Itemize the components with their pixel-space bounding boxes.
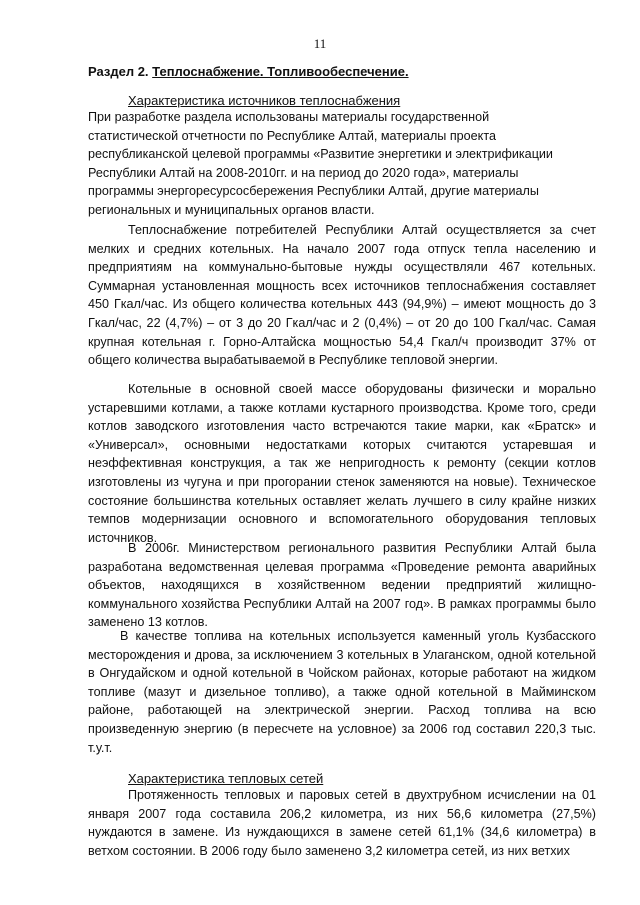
- intro-line: При разработке раздела использованы материалы государственной: [88, 110, 490, 124]
- subheading-heat-networks: Характеристика тепловых сетей: [128, 771, 324, 786]
- paragraph-program-2006: В 2006г. Министерством регионального развития Республики Алтай была разработана ведомственная целевая программа «Проведение ремонта аварийных объектов, находящихся в хозяйственном ведении предприятий жилищно-коммунального хозяйства Республики Алтай на 2007 год». В рамках программы было заменено 13 котлов.: [88, 541, 596, 630]
- intro-line: республиканской целевой программы «Развитие энергетики и электрификации: [88, 147, 553, 162]
- section-label: Раздел 2.: [88, 64, 149, 79]
- section-heading: [88, 64, 409, 79]
- paragraph-networks: Протяженность тепловых и паровых сетей в двухтрубном исчислении на 01 января 2007 года составила 206,2 километра, из них 56,6 километра (27,5%) нуждаются в замене. Из нуждающихся в замене сетей 61,1% (34,6 километра) в ветхом состоянии. В 2006 году было заменено 3,2 километра сетей, из них ветхих: [88, 788, 596, 858]
- page-number: 11: [313, 36, 327, 51]
- intro-paragraph: [88, 108, 596, 220]
- intro-line: региональных и муниципальных органов власти.: [88, 202, 375, 217]
- paragraph-fuel: В качестве топлива на котельных используется каменный уголь Кузбасского месторождения и дрова, за исключением 3 котельных в Улаганском, одной котельной в Онгудайском и одной котельной в Чойском районах, которые работают на жидком топливе (мазут и дизельное топливо), а также одной котельной в Майминском районе, работающей на электрической энергии. Расход топлива на всю произведенную энергию (в пересчете на условное) за 2006 год составил 220,3 тыс. т.у.т.: [88, 629, 596, 755]
- intro-line: Республики Алтай на 2008-2010гг. и на период до 2020 года», материалы: [88, 165, 519, 180]
- subheading-heat-sources: Характеристика источников теплоснабжения: [128, 93, 401, 108]
- intro-line: программы энергоресурсосбережения Республики Алтай, другие материалы: [88, 184, 539, 199]
- intro-line: статистической отчетности по Республике Алтай, материалы проекта: [88, 128, 496, 143]
- paragraph-boilers: Котельные в основной своей массе оборудованы физически и морально устаревшими котлами, а также котлами кустарного производства. Кроме того, среди котлов заводского изготовления часто встречаются такие марки, как «Братск» и «Универсал», основными недостатками которых считаются устаревшая и неэффективная конструкция, а так же непригодность к ремонту (секции котлов изготовлены из чугуна и при прогорании стенок заменяются на новые). Техническое состояние большинства котельных оставляет желать лучшего в силу крайне низких темпов модернизации основного и вспомогательного оборудования тепловых источников.: [88, 382, 596, 545]
- section-title: Теплоснабжение. Топливообеспечение.: [152, 64, 409, 79]
- paragraph-heat-supply: Теплоснабжение потребителей Республики Алтай осуществляется за счет мелких и средних котельных. На начало 2007 года отпуск тепла населению и предприятиям на коммунально-бытовые нужды осуществляли 467 котельных. Суммарная установленная мощность всех источников теплоснабжения составляет 450 Гкал/час. Из общего количества котельных 443 (94,9%) – имеют мощность до 3 Гкал/час, 22 (4,7%) – от 3 до 20 Гкал/час и 2 (0,4%) – от 20 до 100 Гкал/час. Самая крупная котельная г. Горно-Алтайска мощностью 54,4 Гкал/ч производит 37% от общего количества вырабатываемой в Республике тепловой энергии.: [88, 223, 596, 368]
